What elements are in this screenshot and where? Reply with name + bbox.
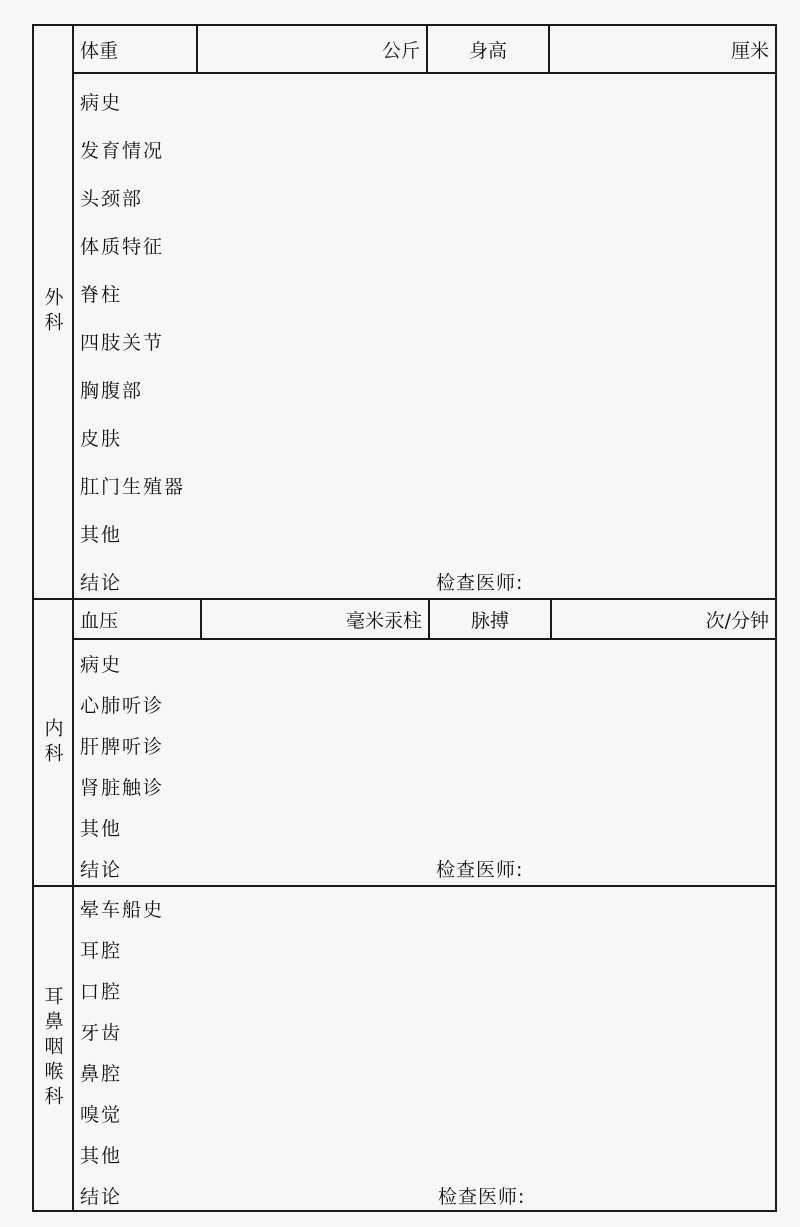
weight-height-row bbox=[74, 26, 775, 74]
surgery-item-history: 病史 bbox=[80, 92, 123, 114]
surgery-doctor-label: 检查医师: bbox=[436, 572, 524, 594]
internal-item-conclusion: 结论 bbox=[80, 859, 123, 881]
surgery-item-conclusion: 结论 bbox=[80, 572, 123, 594]
ent-item-conclusion: 结论 bbox=[80, 1186, 123, 1208]
pulse-label: 脉搏 bbox=[428, 600, 550, 638]
surgery-item-spine: 脊柱 bbox=[80, 284, 123, 306]
bp-unit: 毫米汞柱 bbox=[345, 609, 422, 632]
pulse-field[interactable] bbox=[550, 600, 775, 638]
ent-item-mouth: 口腔 bbox=[80, 981, 123, 1003]
ent-item-motion-sickness: 晕车船史 bbox=[80, 899, 165, 921]
weight-label: 体重 bbox=[80, 39, 119, 62]
height-unit: 厘米 bbox=[730, 39, 769, 62]
ent-doctor-label: 检查医师: bbox=[438, 1186, 526, 1208]
surgery-item-chest-abdomen: 胸腹部 bbox=[80, 380, 144, 402]
ent-section-label bbox=[34, 887, 74, 1210]
surgery-label-text: 外科 bbox=[41, 287, 64, 337]
bp-label: 血压 bbox=[80, 609, 119, 632]
internal-label-text: 内科 bbox=[41, 717, 64, 768]
surgery-item-other: 其他 bbox=[80, 524, 123, 546]
surgery-item-skin: 皮肤 bbox=[80, 428, 123, 450]
medical-exam-form bbox=[32, 24, 777, 1212]
ent-item-smell: 嗅觉 bbox=[80, 1104, 123, 1126]
ent-item-nasal: 鼻腔 bbox=[80, 1063, 123, 1085]
weight-field[interactable] bbox=[196, 26, 426, 72]
surgery-section-label bbox=[34, 26, 74, 598]
internal-section-label bbox=[34, 600, 74, 885]
internal-item-kidney: 肾脏触诊 bbox=[80, 777, 165, 799]
surgery-item-development: 发育情况 bbox=[80, 140, 165, 162]
internal-item-heart-lung: 心肺听诊 bbox=[80, 695, 165, 717]
internal-section bbox=[34, 598, 775, 885]
height-field[interactable] bbox=[548, 26, 775, 72]
pulse-unit: 次/分钟 bbox=[705, 609, 769, 632]
surgery-item-physique: 体质特征 bbox=[80, 236, 165, 258]
surgery-section bbox=[34, 26, 775, 598]
bp-field[interactable] bbox=[200, 600, 428, 638]
weight-unit: 公斤 bbox=[381, 39, 420, 62]
surgery-item-limbs-joints: 四肢关节 bbox=[80, 332, 165, 354]
surgery-item-anus-genitals: 肛门生殖器 bbox=[80, 476, 186, 498]
surgery-item-head-neck: 头颈部 bbox=[80, 188, 144, 210]
bp-pulse-row bbox=[74, 600, 775, 640]
ent-item-other: 其他 bbox=[80, 1145, 123, 1167]
internal-doctor-label: 检查医师: bbox=[436, 859, 524, 881]
ent-section bbox=[34, 885, 775, 1210]
ent-item-ear: 耳腔 bbox=[80, 940, 123, 962]
height-label: 身高 bbox=[426, 26, 548, 72]
internal-item-history: 病史 bbox=[80, 654, 123, 676]
internal-item-other: 其他 bbox=[80, 818, 123, 840]
ent-item-teeth: 牙齿 bbox=[80, 1022, 123, 1044]
ent-label-text: 耳鼻咽喉科 bbox=[41, 986, 64, 1111]
internal-item-liver-spleen: 肝脾听诊 bbox=[80, 736, 165, 758]
